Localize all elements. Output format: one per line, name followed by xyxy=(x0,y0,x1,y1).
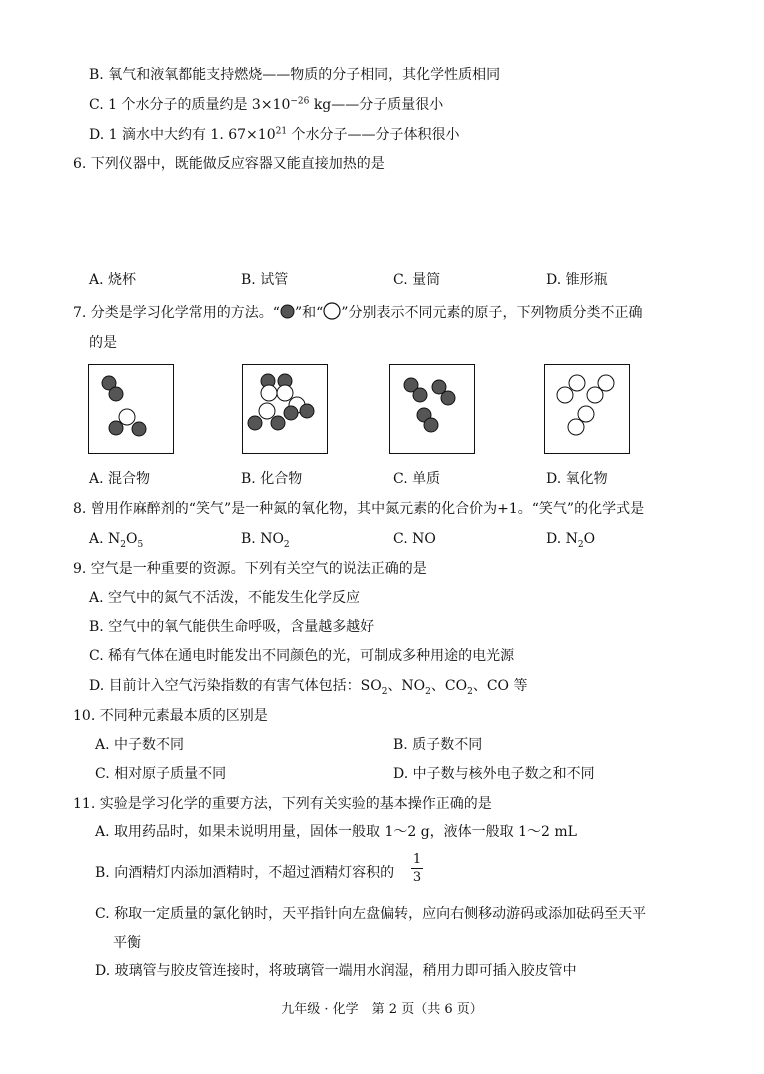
q10-option-c: C. 相对原子质量不同 xyxy=(95,766,227,782)
q8-option-d: D. $N_2O$ xyxy=(546,531,596,550)
q9-option-c: C. 稀有气体在通电时能发出不同颜色的光，可制成多种用途的电光源 xyxy=(89,648,515,664)
q7-option-c: C. 单质 xyxy=(393,471,441,487)
q6-option-b: B. 试管 xyxy=(241,272,289,288)
q10-stem: 10. 不同种元素最本质的区别是 xyxy=(73,708,268,724)
q6-option-a: A. 烧杯 xyxy=(89,272,137,288)
q8-option-a: A. $N_2O_5$ xyxy=(89,531,144,550)
q8-stem: 8. 曾用作麻醉剂的“笑气”是一种氮的氧化物，其中氮元素的化合价为+1。“笑气”的化学式是 xyxy=(73,501,645,517)
q11-option-d: D. 玻璃管与胶皮管连接时，将玻璃管一端用水润湿，稍用力即可插入胶皮管中 xyxy=(95,963,577,979)
q11-stem: 11. 实验是学习化学的重要方法，下列有关实验的基本操作正确的是 xyxy=(73,796,492,812)
q10-option-b: B. 质子数不同 xyxy=(393,737,483,753)
q7-option-b: B. 化合物 xyxy=(241,471,303,487)
diagram-c-element xyxy=(389,364,475,454)
q10-option-d: D. 中子数与核外电子数之和不同 xyxy=(393,766,595,782)
q6-stem: 6. 下列仪器中，既能做反应容器又能直接加热的是 xyxy=(73,156,385,172)
q7-option-a: A. 混合物 xyxy=(89,471,151,487)
diagram-a-mixture xyxy=(88,364,174,454)
hollow-atom-icon xyxy=(323,302,341,320)
q5-option-b: B. 氧气和液氧都能支持燃烧——物质的分子相同，其化学性质相同 xyxy=(89,67,501,83)
q7-stem: 7. 分类是学习化学常用的方法。“ ”和“ ”分别表示不同元素的原子，下列物质分类不正确 xyxy=(73,302,642,322)
q10-option-a: A. 中子数不同 xyxy=(95,737,185,753)
diagram-d-oxide xyxy=(544,364,630,454)
q5-option-d: D. 1 滴水中大约有 1. $67\times 10^{21}$ 个水分子——分子体积很小 xyxy=(89,126,460,143)
q9-option-a: A. 空气中的氮气不活泼，不能发生化学反应 xyxy=(89,590,361,606)
q11-option-b: B. 向酒精灯内添加酒精时，不超过酒精灯容积的 xyxy=(95,865,395,881)
q6-option-d: D. 锥形瓶 xyxy=(546,272,608,288)
q11-option-c-line2: 平衡 xyxy=(113,935,141,951)
q5-option-c: C. 1 个水分子的质量约是 $3\times 10^{-26}$ kg——分子质量很小 xyxy=(89,96,444,113)
q9-option-b: B. 空气中的氧气能供生命呼吸，含量越多越好 xyxy=(89,619,375,635)
q11-option-a: A. 取用药品时，如果未说明用量，固体一般取 1～2 g，液体一般取 1～2 mL xyxy=(95,824,577,840)
q6-option-c: C. 量筒 xyxy=(393,272,441,288)
q7-option-d: D. 氧化物 xyxy=(546,471,608,487)
diagram-b-compound xyxy=(242,364,328,454)
q7-stem-line2: 的是 xyxy=(89,335,117,351)
fraction-one-third: 1 3 xyxy=(412,852,422,885)
q11-option-c-line1: C. 称取一定质量的氯化钠时，天平指针向左盘偏转，应向右侧移动游码或添加砝码至天平 xyxy=(95,906,647,922)
q9-option-d: D. 目前计入空气污染指数的有害气体包括：$SO_2$、$NO_2$、$CO_2$、CO 等 xyxy=(89,678,528,697)
q9-stem: 9. 空气是一种重要的资源。下列有关空气的说法正确的是 xyxy=(73,561,427,577)
q8-option-b: B. $NO_2$ xyxy=(241,531,290,550)
page-footer: 九年级 · 化学 第 2 页（共 6 页） xyxy=(281,1002,483,1017)
filled-atom-icon xyxy=(280,304,295,319)
q8-option-c: C. NO xyxy=(393,531,436,547)
